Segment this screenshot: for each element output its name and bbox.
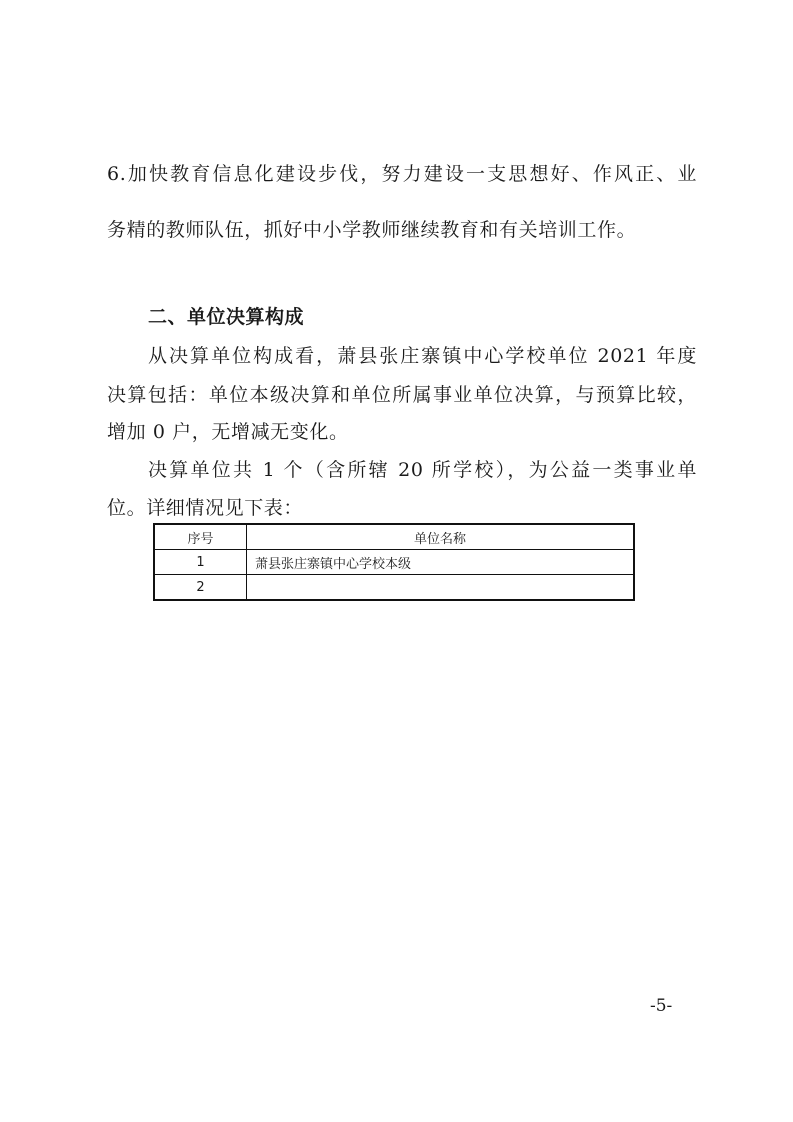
- paragraph-1-line-3: 增加 0 户，无增减无变化。: [107, 421, 349, 443]
- table-cell-unit-name: [247, 575, 635, 601]
- table-cell-index: 2: [154, 575, 247, 601]
- page-number: -5-: [650, 996, 673, 1016]
- table-cell-index: 1: [154, 550, 247, 575]
- item-6-line-1: 6.加快教育信息化建设步伐，努力建设一支思想好、作风正、业: [107, 163, 697, 185]
- column-header-index: 序号: [154, 524, 247, 550]
- paragraph-2-line-1: 决算单位共 1 个（含所辖 20 所学校），为公益一类事业单: [148, 459, 697, 481]
- unit-table: [153, 523, 635, 601]
- table-row: [154, 575, 634, 601]
- table-header-row: [154, 524, 634, 550]
- table-cell-unit-name: 萧县张庄寨镇中心学校本级: [247, 550, 635, 575]
- table-row: [154, 550, 634, 575]
- paragraph-2-line-2: 位。详细情况见下表：: [107, 497, 304, 519]
- item-6-line-2: 务精的教师队伍，抓好中小学教师继续教育和有关培训工作。: [107, 219, 637, 241]
- paragraph-1-line-1: 从决算单位构成看，萧县张庄寨镇中心学校单位 2021 年度: [148, 345, 697, 367]
- column-header-unit-name: 单位名称: [247, 524, 635, 550]
- paragraph-1-line-2: 决算包括：单位本级决算和单位所属事业单位决算，与预算比较，: [107, 384, 697, 406]
- section-heading: 二、单位决算构成: [148, 306, 305, 328]
